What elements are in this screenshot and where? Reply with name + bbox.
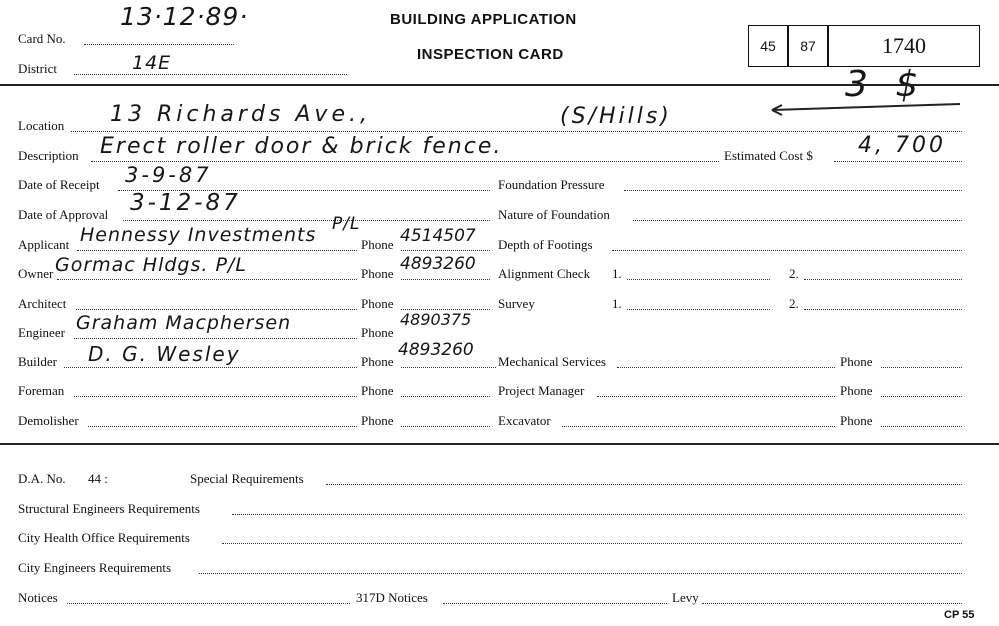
nature-foundation-line (633, 220, 962, 221)
engineer-line (74, 338, 357, 339)
card-number-box: 1740 (828, 25, 980, 67)
excavator-label: Excavator (498, 413, 551, 428)
excavator-phone-line (881, 426, 962, 427)
receipt-label: Date of Receipt (18, 177, 100, 192)
excavator-line (562, 426, 835, 427)
special-requirements-line (326, 484, 962, 485)
header-divider (0, 84, 999, 86)
card-no-line (84, 44, 234, 45)
district-value: 14E (132, 52, 172, 74)
structural-line (232, 514, 962, 515)
notices-label: Notices (18, 590, 58, 605)
health-line (222, 543, 962, 544)
foreman-label: Foreman (18, 383, 65, 398)
alignment-line-2 (804, 279, 962, 280)
levy-label: Levy (672, 590, 699, 605)
notices-317d-line (443, 603, 667, 604)
structural-label: Structural Engineers Requirements (18, 501, 200, 516)
location-extra: (S/Hills) (560, 104, 672, 129)
receipt-value: 3-9-87 (125, 163, 212, 187)
owner-phone-line (401, 279, 490, 280)
engineer-label: Engineer (18, 325, 65, 340)
approval-value: 3-12-87 (130, 190, 241, 216)
description-label: Description (18, 148, 79, 163)
scribble-arrow (770, 88, 970, 118)
levy-line (702, 603, 962, 604)
applicant-label: Applicant (18, 237, 70, 252)
foreman-line (74, 396, 357, 397)
nature-foundation-label: Nature of Foundation (498, 207, 610, 222)
survey-2: 2. (789, 296, 799, 311)
depth-footings-line (612, 250, 962, 251)
depth-footings-label: Depth of Footings (498, 237, 593, 252)
city-engineers-line (199, 573, 962, 574)
alignment-check-2: 2. (789, 266, 799, 281)
owner-phone-value: 4893260 (400, 254, 476, 274)
alignment-line-1 (627, 279, 770, 280)
builder-line (64, 367, 357, 368)
demolisher-line (88, 426, 357, 427)
owner-line (57, 279, 357, 280)
demolisher-phone-label: Phone (361, 413, 394, 428)
applicant-line (77, 250, 357, 251)
location-line (71, 131, 962, 132)
district-label: District (18, 61, 57, 76)
da-no-label: D.A. No. (18, 471, 66, 486)
alignment-check-1: 1. (612, 266, 622, 281)
demolisher-label: Demolisher (18, 413, 79, 428)
engineer-phone-label: Phone (361, 325, 394, 340)
foreman-phone-line (401, 396, 490, 397)
builder-value: D. G. Wesley (88, 342, 241, 366)
applicant-pl: P/L (332, 214, 361, 234)
mechanical-phone-line (881, 367, 962, 368)
section-divider (0, 443, 999, 445)
approval-line (123, 220, 490, 221)
special-requirements-label: Special Requirements (190, 471, 304, 486)
survey-line-1 (627, 309, 770, 310)
description-value: Erect roller door & brick fence. (100, 134, 503, 159)
form-code: CP 55 (944, 609, 975, 621)
estimated-cost-value: 4, 700 (858, 133, 946, 158)
district-line (74, 74, 347, 75)
location-label: Location (18, 118, 65, 133)
architect-line (76, 309, 357, 310)
applicant-phone-line (401, 250, 490, 251)
description-line (91, 161, 719, 162)
project-manager-phone-line (881, 396, 962, 397)
builder-phone-line (401, 367, 496, 368)
mechanical-services-label: Mechanical Services (498, 354, 606, 369)
owner-phone-label: Phone (361, 266, 394, 281)
scribble-mark: 3 $ (845, 64, 927, 105)
engineer-phone-value: 4890375 (400, 310, 472, 329)
foundation-pressure-line (624, 190, 962, 191)
location-value: 13 Richards Ave., (110, 102, 371, 127)
survey-label: Survey (498, 296, 535, 311)
applicant-phone-value: 4514507 (400, 226, 476, 246)
architect-phone-label: Phone (361, 296, 394, 311)
number-box-1: 45 (748, 25, 788, 67)
builder-label: Builder (18, 354, 57, 369)
survey-1: 1. (612, 296, 622, 311)
card-no-label: Card No. (18, 31, 66, 46)
form-title: BUILDING APPLICATION (390, 11, 577, 28)
approval-label: Date of Approval (18, 207, 109, 222)
da-no-value: 44 : (88, 471, 108, 486)
builder-phone-label: Phone (361, 354, 394, 369)
project-manager-line (597, 396, 835, 397)
survey-line-2 (804, 309, 962, 310)
mechanical-services-line (617, 367, 835, 368)
estimated-cost-label: Estimated Cost $ (724, 148, 813, 163)
notices-317d-label: 317D Notices (356, 590, 428, 605)
project-manager-label: Project Manager (498, 383, 585, 398)
card-no-value: 13·12·89· (120, 2, 249, 31)
notices-line (67, 603, 350, 604)
health-label: City Health Office Requirements (18, 530, 190, 545)
architect-label: Architect (18, 296, 67, 311)
applicant-phone-label: Phone (361, 237, 394, 252)
owner-value: Gormac Hldgs. P/L (55, 254, 247, 276)
number-box-2: 87 (788, 25, 828, 67)
engineer-value: Graham Macphersen (76, 312, 292, 334)
mechanical-phone-label: Phone (840, 354, 873, 369)
foundation-pressure-label: Foundation Pressure (498, 177, 605, 192)
demolisher-phone-line (401, 426, 490, 427)
form-subtitle: INSPECTION CARD (417, 46, 564, 63)
project-manager-phone-label: Phone (840, 383, 873, 398)
estimated-cost-line (834, 161, 962, 162)
owner-label: Owner (18, 266, 54, 281)
excavator-phone-label: Phone (840, 413, 873, 428)
alignment-check-label: Alignment Check (498, 266, 591, 281)
applicant-value: Hennessy Investments (80, 224, 317, 246)
city-engineers-label: City Engineers Requirements (18, 560, 172, 575)
builder-phone-value: 4893260 (398, 340, 474, 360)
foreman-phone-label: Phone (361, 383, 394, 398)
